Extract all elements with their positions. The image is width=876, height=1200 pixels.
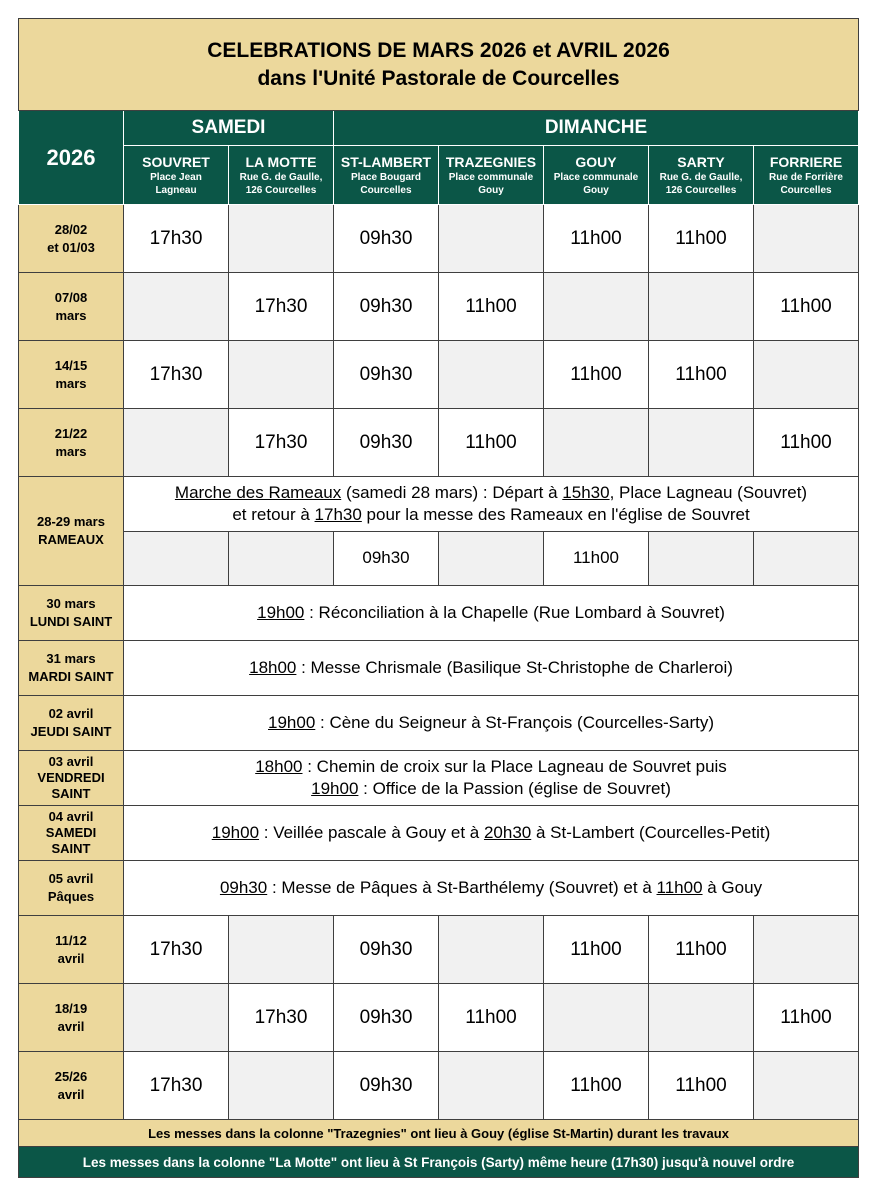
event-text-1: : Chemin de croix sur la Place Lagneau de Souvret puis <box>302 757 727 776</box>
event-row <box>19 586 859 641</box>
date-line-2: RAMEAUX <box>38 532 104 547</box>
title-line-1: CELEBRATIONS DE MARS 2026 et AVRIL 2026 <box>207 38 670 62</box>
empty-cell <box>754 1052 859 1120</box>
mass-time-cell: 11h00 <box>544 341 649 409</box>
date-line-3: SAINT <box>51 841 91 856</box>
church-address-line-2: Gouy <box>478 184 504 196</box>
event-time: 18h00 <box>249 658 297 677</box>
dimanche-header: DIMANCHE <box>334 111 859 146</box>
mass-time-cell: 17h30 <box>124 341 229 409</box>
church-header-souvret <box>124 146 229 205</box>
date-cell <box>19 641 124 696</box>
date-line-2: VENDREDI <box>37 770 105 785</box>
schedule-row <box>19 273 859 341</box>
regular-rows-april <box>19 916 859 1120</box>
regular-rows-march <box>19 205 859 477</box>
empty-cell <box>649 273 754 341</box>
header-row-churches <box>19 146 859 205</box>
empty-cell <box>754 205 859 273</box>
mass-time-cell: 11h00 <box>649 205 754 273</box>
church-header-gouy <box>544 146 649 205</box>
vendredi-saint-row <box>19 751 859 806</box>
event-text-2: à Gouy <box>702 878 763 897</box>
vendredi-saint-event <box>124 751 859 806</box>
date-line-3: SAINT <box>51 786 91 801</box>
schedule-table <box>18 18 859 1178</box>
mass-time-cell: 11h00 <box>439 409 544 477</box>
date-cell <box>19 341 124 409</box>
date-line-1: 07/08 <box>54 289 88 305</box>
church-address-line-1: Place Jean <box>150 171 202 183</box>
church-name: ST-LAMBERT <box>340 153 432 170</box>
marche-line-1 <box>124 482 858 504</box>
mass-time-cell: 11h00 <box>754 409 859 477</box>
church-address-line-1: Place communale <box>448 171 534 183</box>
marche-time-1: 15h30 <box>562 482 610 502</box>
mass-time-cell: 11h00 <box>439 273 544 341</box>
marche-text-3: et retour à <box>232 504 315 524</box>
empty-cell <box>544 273 649 341</box>
date-line-2: LUNDI SAINT <box>29 614 113 629</box>
church-address-line-2: 126 Courcelles <box>245 184 317 196</box>
mass-time-cell: 09h30 <box>334 984 439 1052</box>
church-header-forriere <box>754 146 859 205</box>
date-line-1: 14/15 <box>54 357 88 373</box>
date-line-1: 31 mars <box>46 651 96 666</box>
church-address-line-2: Gouy <box>583 184 609 196</box>
date-cell <box>19 1052 124 1120</box>
date-cell <box>19 586 124 641</box>
church-name: LA MOTTE <box>245 153 317 170</box>
date-line-1: 02 avril <box>48 706 94 721</box>
church-address-line-2: Courcelles <box>780 184 832 196</box>
event-time-2: 20h30 <box>483 823 532 842</box>
footer-note-trazegnies: Les messes dans la colonne "Trazegnies" ont lieu à Gouy (église St-Martin) durant les travaux <box>19 1120 859 1147</box>
paques-event <box>124 861 859 916</box>
church-header-st-lambert <box>334 146 439 205</box>
schedule-document <box>18 18 858 1182</box>
date-line-2: Pâques <box>47 889 95 904</box>
samedi-saint-row <box>19 806 859 861</box>
marche-rameaux-event <box>124 477 859 532</box>
empty-cell <box>439 1052 544 1120</box>
empty-cell <box>229 531 334 586</box>
date-cell <box>19 205 124 273</box>
marche-line-2 <box>124 504 858 526</box>
event-text-2: à St-Lambert (Courcelles-Petit) <box>531 823 771 842</box>
church-name: FORRIERE <box>769 153 843 170</box>
mass-time-cell: 17h30 <box>229 984 334 1052</box>
mass-time-cell: 17h30 <box>229 409 334 477</box>
mass-time-cell: 17h30 <box>124 205 229 273</box>
church-address-line-1: Rue G. de Gaulle, <box>239 171 323 183</box>
event-time-1: 18h00 <box>255 757 303 776</box>
document-title <box>19 19 859 111</box>
mass-time-cell: 11h00 <box>544 1052 649 1120</box>
mass-time-cell: 11h00 <box>544 531 649 586</box>
church-name: TRAZEGNIES <box>445 153 537 170</box>
empty-cell <box>649 531 754 586</box>
church-header-sarty <box>649 146 754 205</box>
empty-cell <box>229 916 334 984</box>
event-time-2: 11h00 <box>656 878 703 897</box>
mass-time-cell: 11h00 <box>754 984 859 1052</box>
empty-cell <box>229 1052 334 1120</box>
empty-cell <box>124 984 229 1052</box>
church-address-line-1: Rue de Forrière <box>769 171 843 183</box>
event-line-2 <box>124 778 858 800</box>
empty-cell <box>754 531 859 586</box>
date-line-2: et 01/03 <box>47 239 95 255</box>
church-address-line-2: Lagneau <box>155 184 197 196</box>
date-cell-paques <box>19 861 124 916</box>
empty-cell <box>754 916 859 984</box>
church-name: SOUVRET <box>142 153 210 170</box>
date-line-1: 25/26 <box>54 1068 88 1084</box>
empty-cell <box>124 409 229 477</box>
schedule-row <box>19 916 859 984</box>
date-line-1: 30 mars <box>46 596 96 611</box>
church-address-line-2: 126 Courcelles <box>665 184 737 196</box>
date-cell-vendredi-saint <box>19 751 124 806</box>
event-time-1: 09h30 <box>219 878 268 897</box>
date-line-1: 28/02 <box>54 221 88 237</box>
date-line-1: 21/22 <box>54 425 88 441</box>
empty-cell <box>124 531 229 586</box>
event-text-1: : Veillée pascale à Gouy et à <box>259 823 484 842</box>
mass-time-cell: 17h30 <box>229 273 334 341</box>
empty-cell <box>229 341 334 409</box>
rameaux-row-1 <box>19 477 859 532</box>
mass-time-cell: 09h30 <box>334 1052 439 1120</box>
mass-time-cell: 17h30 <box>124 1052 229 1120</box>
event-line-1 <box>124 756 858 778</box>
church-header-la-motte <box>229 146 334 205</box>
empty-cell <box>124 273 229 341</box>
date-cell <box>19 916 124 984</box>
empty-cell <box>439 531 544 586</box>
church-name: SARTY <box>677 153 725 170</box>
mass-time-cell: 11h00 <box>544 205 649 273</box>
date-cell-samedi-saint <box>19 806 124 861</box>
event-text-1: : Messe de Pâques à St-Barthélemy (Souvret) et à <box>267 878 657 897</box>
empty-cell <box>649 409 754 477</box>
date-line-1: 03 avril <box>48 754 94 769</box>
mass-time-cell: 09h30 <box>334 531 439 586</box>
event-text: : Cène du Seigneur à St-François (Courcelles-Sarty) <box>315 713 715 732</box>
schedule-row <box>19 341 859 409</box>
empty-cell <box>229 205 334 273</box>
empty-cell <box>544 409 649 477</box>
title-row <box>19 19 859 111</box>
date-cell <box>19 696 124 751</box>
church-address-line-1: Rue G. de Gaulle, <box>659 171 743 183</box>
mass-time-cell: 09h30 <box>334 409 439 477</box>
date-line-2: JEUDI SAINT <box>30 724 112 739</box>
footer-row-2 <box>19 1147 859 1178</box>
date-cell <box>19 273 124 341</box>
title-line-2: dans l'Unité Pastorale de Courcelles <box>257 66 620 90</box>
marche-text-2: , Place Lagneau (Souvret) <box>609 482 808 502</box>
marche-text-4: pour la messe des Rameaux en l'église de Souvret <box>361 504 750 524</box>
event-description <box>124 586 859 641</box>
year-header: 2026 <box>19 111 124 205</box>
mass-time-cell: 09h30 <box>334 916 439 984</box>
date-line-1: 05 avril <box>48 871 94 886</box>
event-description <box>124 696 859 751</box>
date-line-2: avril <box>57 1086 85 1102</box>
samedi-saint-event <box>124 806 859 861</box>
date-line-1: 04 avril <box>48 809 94 824</box>
marche-text-1: (samedi 28 mars) : Départ à <box>341 482 563 502</box>
church-address-line-1: Place Bougard <box>350 171 422 183</box>
empty-cell <box>439 205 544 273</box>
mass-time-cell: 11h00 <box>754 273 859 341</box>
marche-link-text: Marche des Rameaux <box>174 482 342 502</box>
empty-cell <box>754 341 859 409</box>
empty-cell <box>439 341 544 409</box>
marche-time-2: 17h30 <box>314 504 362 524</box>
schedule-row <box>19 409 859 477</box>
schedule-row <box>19 984 859 1052</box>
event-text-2: : Office de la Passion (église de Souvret) <box>358 779 671 798</box>
event-time: 19h00 <box>268 713 316 732</box>
empty-cell <box>544 984 649 1052</box>
footer-note-la-motte: Les messes dans la colonne "La Motte" ont lieu à St François (Sarty) même heure (17h30) jusqu'à nouvel ordre <box>19 1147 859 1178</box>
empty-cell <box>439 916 544 984</box>
footer-row-1 <box>19 1120 859 1147</box>
date-line-2: avril <box>57 950 85 966</box>
holy-week-events <box>19 586 859 751</box>
church-header-trazegnies <box>439 146 544 205</box>
samedi-header: SAMEDI <box>124 111 334 146</box>
event-time: 19h00 <box>257 603 305 622</box>
mass-time-cell: 11h00 <box>649 341 754 409</box>
mass-time-cell: 09h30 <box>334 205 439 273</box>
date-cell <box>19 409 124 477</box>
schedule-row <box>19 205 859 273</box>
date-line-2: MARDI SAINT <box>28 669 114 684</box>
date-line-2: avril <box>57 1018 85 1034</box>
date-line-1: 11/12 <box>55 932 87 948</box>
mass-time-cell: 11h00 <box>439 984 544 1052</box>
event-text: : Messe Chrismale (Basilique St-Christophe de Charleroi) <box>296 658 733 677</box>
date-line-1: 28-29 mars <box>37 514 105 529</box>
date-line-2: mars <box>55 375 87 391</box>
date-line-2: mars <box>55 307 87 323</box>
date-line-2: SAMEDI <box>45 825 97 840</box>
date-line-2: mars <box>55 443 87 459</box>
rameaux-row-2 <box>19 531 859 586</box>
event-description <box>124 641 859 696</box>
event-time-2: 19h00 <box>311 779 359 798</box>
mass-time-cell: 17h30 <box>124 916 229 984</box>
mass-time-cell: 11h00 <box>649 1052 754 1120</box>
date-line-1: 18/19 <box>54 1000 88 1016</box>
schedule-row <box>19 1052 859 1120</box>
event-text: : Réconciliation à la Chapelle (Rue Lombard à Souvret) <box>304 603 725 622</box>
church-address-line-1: Place communale <box>553 171 639 183</box>
church-address-line-2: Courcelles <box>360 184 412 196</box>
mass-time-cell: 11h00 <box>649 916 754 984</box>
empty-cell <box>649 984 754 1052</box>
event-time-1: 19h00 <box>211 823 260 842</box>
event-row <box>19 641 859 696</box>
header-row-groups <box>19 111 859 146</box>
mass-time-cell: 11h00 <box>544 916 649 984</box>
church-name: GOUY <box>575 153 617 170</box>
paques-row <box>19 861 859 916</box>
mass-time-cell: 09h30 <box>334 341 439 409</box>
date-cell-rameaux <box>19 477 124 586</box>
mass-time-cell: 09h30 <box>334 273 439 341</box>
date-cell <box>19 984 124 1052</box>
event-row <box>19 696 859 751</box>
